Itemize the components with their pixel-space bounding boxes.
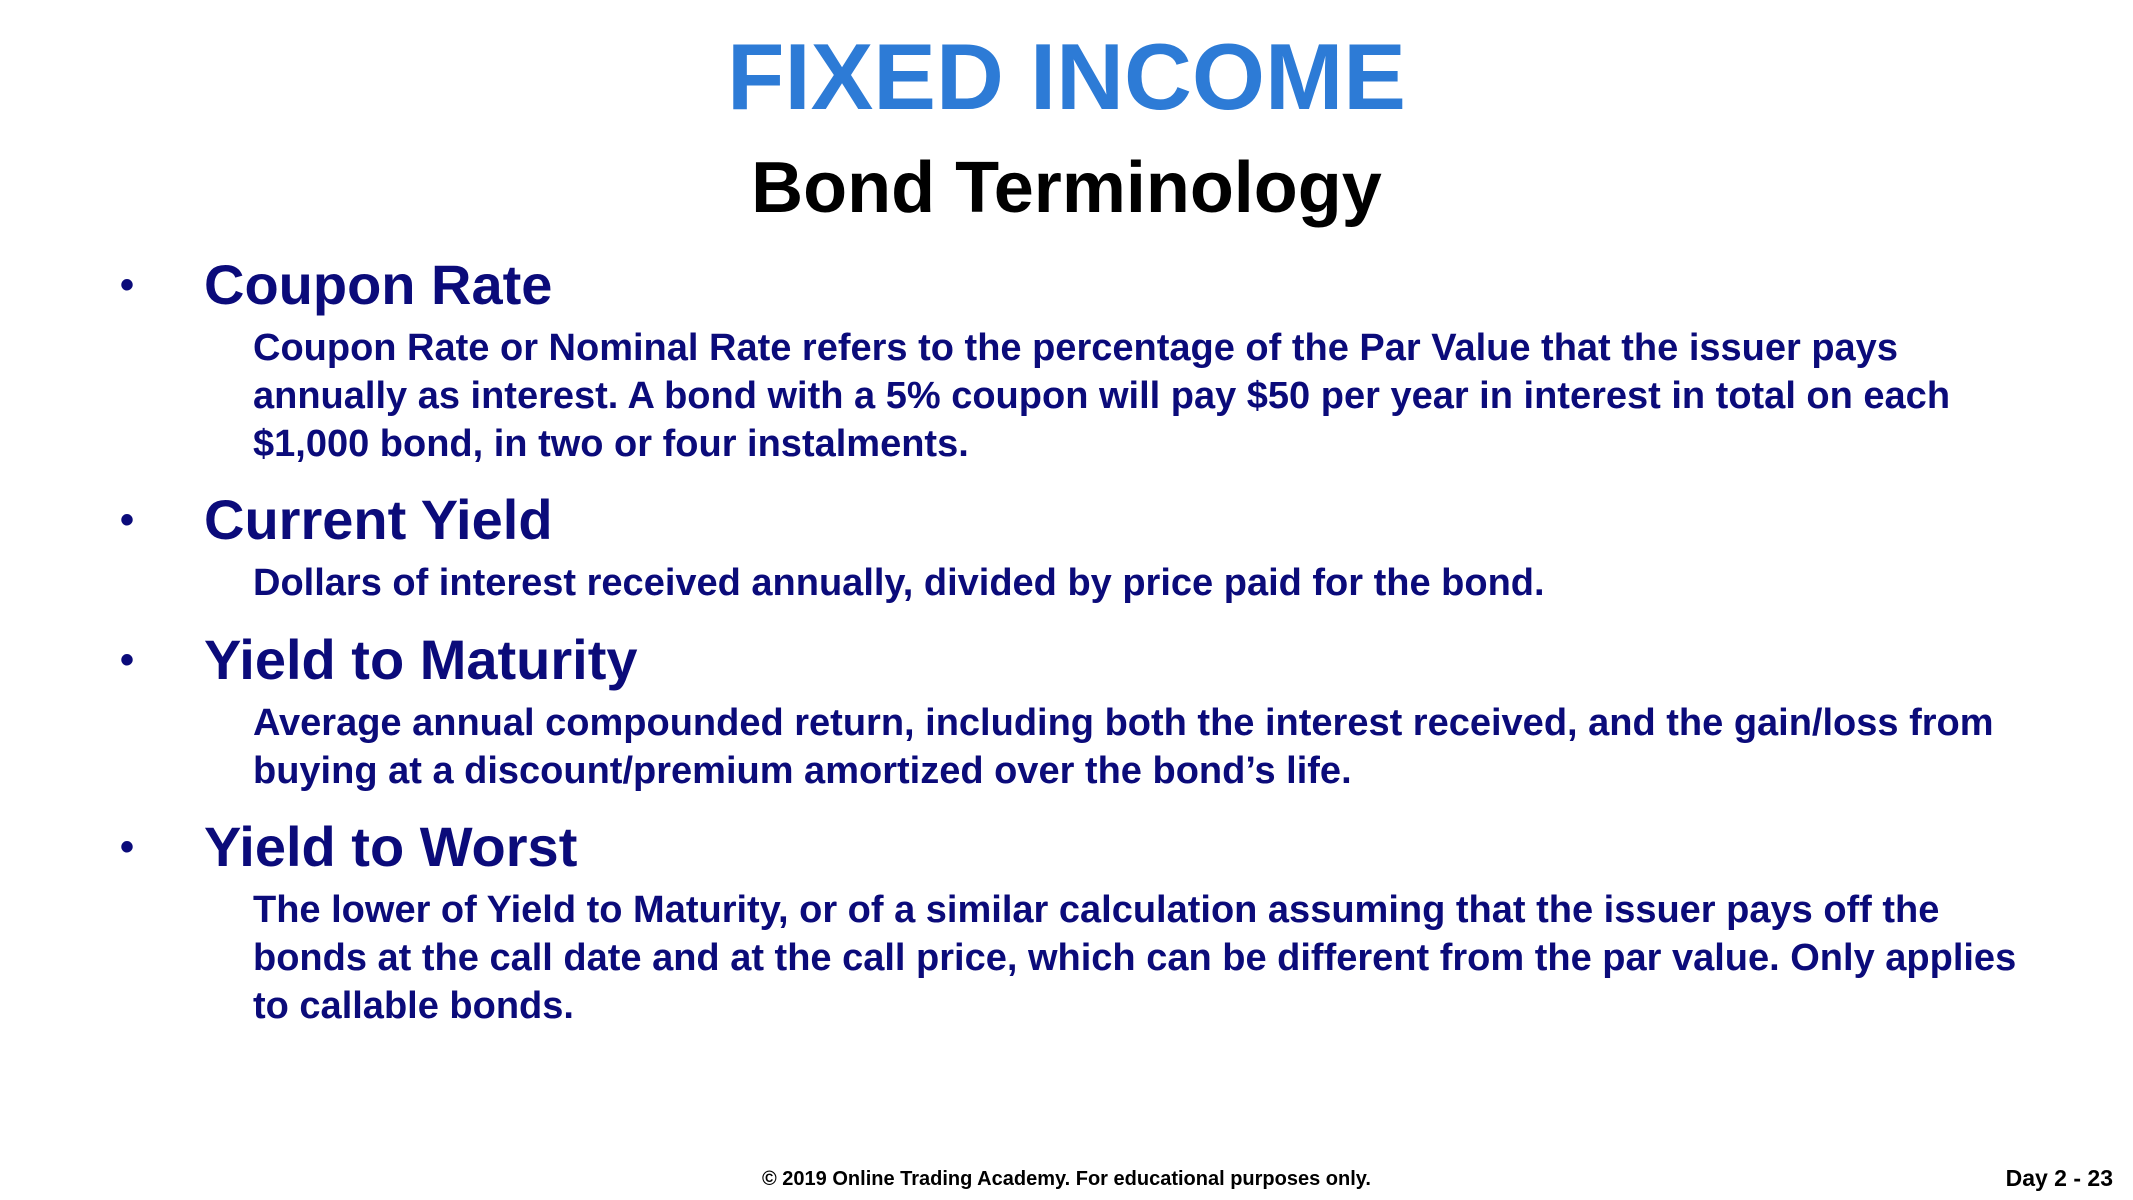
page-number: Day 2 - 23 xyxy=(2005,1165,2113,1191)
term-heading: Coupon Rate xyxy=(204,253,553,316)
bullet-icon: • xyxy=(120,638,135,682)
slide-title: FIXED INCOME xyxy=(727,24,1406,129)
term-description: Coupon Rate or Nominal Rate refers to the percentage of the Par Value that the issuer pays annually as interest. A bond with a 5% coupon will pay $50 per year in interest in total on each $1,000 bond, in two or four instalments. xyxy=(253,327,1951,465)
term-yield-to-maturity xyxy=(120,625,2020,795)
term-description: Dollars of interest received annually, divided by price paid for the bond. xyxy=(253,562,1545,604)
term-heading: Yield to Worst xyxy=(204,815,578,878)
bullet-icon: • xyxy=(120,263,135,307)
term-description: Average annual compounded return, including both the interest received, and the gain/loss from buying at a discount/premium amortized over the bond’s life. xyxy=(253,702,1994,792)
term-current-yield xyxy=(120,485,2020,607)
bullet-icon: • xyxy=(120,825,135,869)
term-yield-to-worst xyxy=(120,812,2020,1030)
term-description: The lower of Yield to Maturity, or of a similar calculation assuming that the issuer pays off the bonds at the call date and at the call price, which can be different from the par value. Only applies to callable bonds. xyxy=(253,889,2017,1027)
term-heading: Current Yield xyxy=(204,488,553,551)
bullet-icon: • xyxy=(120,498,135,542)
footer-copyright: © 2019 Online Trading Academy. For educational purposes only. xyxy=(762,1168,1371,1190)
term-heading: Yield to Maturity xyxy=(204,628,638,691)
slide-subtitle: Bond Terminology xyxy=(751,148,1382,228)
term-coupon-rate xyxy=(120,250,2020,468)
